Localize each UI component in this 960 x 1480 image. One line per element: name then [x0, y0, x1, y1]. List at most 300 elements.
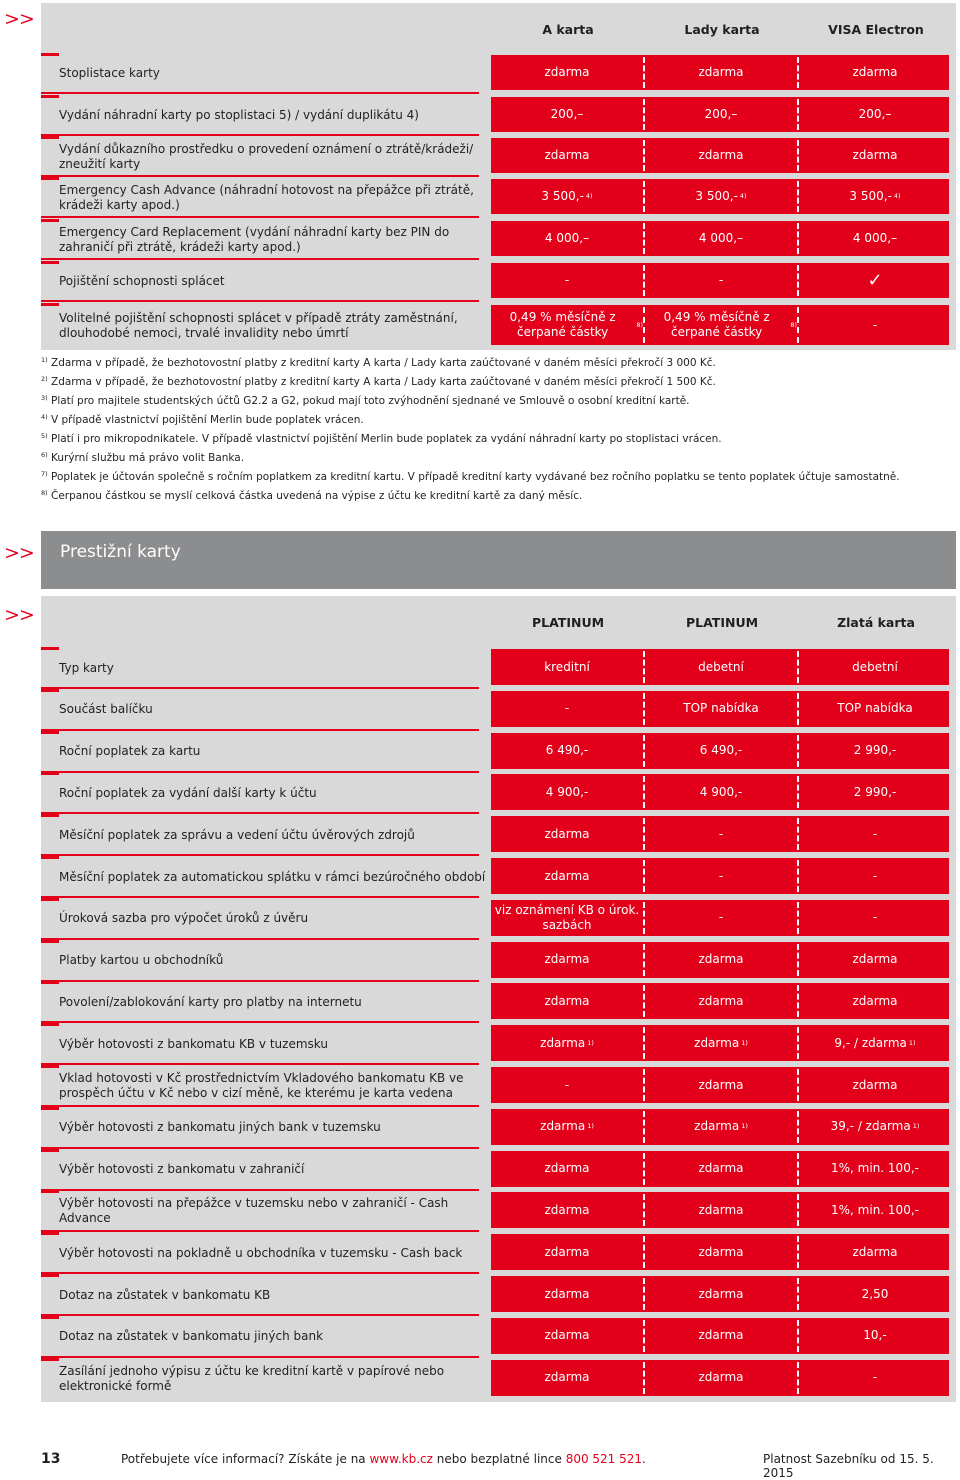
value-cell: [645, 179, 797, 214]
column-divider: [643, 944, 645, 976]
value-cell: [799, 1067, 951, 1103]
row-label: Výběr hotovosti na pokladně u obchodníka v tuzemsku - Cash back: [59, 1245, 463, 1260]
value-cells: [491, 97, 949, 132]
footnote: [41, 413, 941, 432]
column-divider: [797, 1194, 799, 1226]
footnote-number: 3): [41, 394, 48, 402]
column-divider: [643, 99, 645, 130]
value-cell: [645, 774, 797, 810]
row-label: Měsíční poplatek za správu a vedení účtu úvěrových zdrojů: [59, 827, 415, 842]
value-text: zdarma: [540, 1035, 586, 1050]
value-cell: [645, 55, 797, 90]
value-cell: [799, 691, 951, 727]
value-cell: [491, 816, 643, 852]
value-text: 6 490,-: [699, 743, 743, 758]
value-cell: [645, 983, 797, 1019]
column-header: PLATINUM: [531, 615, 605, 630]
row-marker: [41, 261, 59, 264]
value-text: zdarma: [544, 868, 590, 883]
column-divider: [797, 651, 799, 683]
footnote: [41, 394, 941, 413]
column-divider: [643, 181, 645, 212]
value-cell: [491, 1234, 643, 1270]
table-row: [41, 303, 956, 349]
value-cell: [491, 1067, 643, 1103]
column-divider: [643, 693, 645, 725]
footnote: [41, 375, 941, 394]
row-marker: [41, 981, 59, 984]
value-cell: [645, 858, 797, 894]
column-divider: [797, 99, 799, 130]
column-divider: [643, 1362, 645, 1394]
value-text: zdarma: [544, 148, 590, 162]
column-divider: [797, 776, 799, 808]
table-row: [41, 1316, 956, 1358]
value-cell: [799, 1025, 951, 1061]
value-text: -: [718, 910, 724, 925]
row-label: Povolení/zablokování karty pro platby na internetu: [59, 994, 362, 1009]
value-cells: [491, 305, 949, 345]
column-divider: [643, 1153, 645, 1185]
value-cell: [799, 1192, 951, 1228]
value-cells: [491, 816, 949, 852]
value-text: zdarma: [694, 1119, 740, 1134]
value-cell: [799, 1360, 951, 1396]
row-label: Součást balíčku: [59, 702, 153, 717]
column-divider: [797, 140, 799, 171]
value-cell: [799, 733, 951, 769]
footnote-ref: 1): [741, 1122, 748, 1131]
footnote: [41, 451, 941, 470]
row-label: Emergency Card Replacement (vydání náhradní karty bez PIN do zahraničí při ztrátě, krádeži karty apod.): [59, 224, 450, 254]
column-divider: [797, 223, 799, 254]
footnote-number: 1): [41, 356, 48, 364]
row-marker: [41, 136, 59, 139]
value-text: 4 900,-: [699, 784, 743, 799]
column-divider: [643, 1278, 645, 1310]
table-row: [41, 1358, 956, 1400]
row-label: Emergency Cash Advance (náhradní hotovost na přepážce při ztrátě, krádeži karty apod.): [59, 182, 474, 212]
footnote-ref: 8): [636, 320, 643, 329]
column-divider: [643, 307, 645, 343]
value-cell: [491, 1109, 643, 1145]
footnote-text: Poplatek je účtován společně s ročním poplatkem za kreditní kartu. V případě kreditní karty vydávané bez ročního poplatku se tento poplatek účtuje samostatně.: [51, 471, 900, 483]
footnote-ref: 1): [587, 1122, 594, 1131]
footnote-text: V případě vlastnictví pojištění Merlin bude poplatek vrácen.: [51, 414, 364, 426]
value-cell: [491, 900, 643, 936]
value-cell: [799, 1276, 951, 1312]
value-text: -: [718, 826, 724, 841]
value-cell: [645, 1360, 797, 1396]
value-text: -: [872, 1370, 878, 1385]
value-text: zdarma: [698, 65, 744, 79]
value-text: zdarma: [544, 1370, 590, 1385]
value-cell: [799, 649, 951, 685]
row-label: Vydání náhradní karty po stoplistaci 5) / vydání duplikátu 4): [59, 108, 419, 122]
value-text: -: [564, 273, 570, 287]
column-header: A karta: [542, 22, 594, 37]
value-text: kreditní: [544, 659, 590, 674]
value-text: zdarma: [852, 148, 898, 162]
value-text: 2,50: [861, 1286, 889, 1301]
value-text: zdarma: [698, 993, 744, 1008]
value-text: 2 990,-: [853, 784, 897, 799]
value-cell: [799, 263, 951, 298]
value-cell: [491, 1025, 643, 1061]
row-label: Platby kartou u obchodníků: [59, 953, 224, 968]
row-marker: [41, 1023, 59, 1026]
table-row: [41, 95, 956, 136]
value-cells: [491, 1360, 949, 1396]
footnote-number: 8): [41, 489, 48, 497]
row-label: Výběr hotovosti na přepážce v tuzemsku nebo v zahraničí - Cash Advance: [59, 1196, 449, 1226]
value-cell: [799, 1318, 951, 1354]
value-text: -: [564, 701, 570, 716]
column-divider: [643, 265, 645, 296]
column-divider: [643, 1320, 645, 1352]
column-divider: [797, 860, 799, 892]
column-divider: [797, 693, 799, 725]
row-label: Typ karty: [59, 660, 114, 675]
footnote-number: 7): [41, 470, 48, 478]
column-divider: [797, 735, 799, 767]
footnote: [41, 432, 941, 451]
value-cell: [645, 1067, 797, 1103]
row-label: Měsíční poplatek za automatickou splátku v rámci bezúročného období: [59, 869, 486, 884]
value-text: -: [872, 868, 878, 883]
column-divider: [643, 776, 645, 808]
value-text: 4 000,–: [698, 231, 744, 245]
value-cells: [491, 1025, 949, 1061]
row-marker: [41, 772, 59, 775]
value-cells: [491, 1318, 949, 1354]
row-marker: [41, 647, 59, 650]
value-text: 4 000,–: [852, 231, 898, 245]
row-label: Volitelné pojištění schopnosti splácet v případě ztráty zaměstnání, dlouhodobé nemoci, trvalé invalidity nebo úmrtí: [59, 311, 458, 340]
column-divider: [797, 1111, 799, 1143]
value-cell: [799, 816, 951, 852]
column-header: Lady karta: [684, 22, 760, 37]
table-row: [41, 1274, 956, 1316]
value-text: zdarma: [698, 1161, 744, 1176]
table-row: [41, 1023, 956, 1065]
footnote-text: Platí i pro mikropodnikatele. V případě vlastnictví pojištění Merlin bude poplatek za vydání náhradní karty po stoplistaci vrácen.: [51, 433, 722, 445]
value-cell: [645, 1025, 797, 1061]
column-divider: [643, 860, 645, 892]
value-cell: [799, 1234, 951, 1270]
value-text: zdarma: [544, 1244, 590, 1259]
value-cells: [491, 221, 949, 256]
footnote-ref: 1): [912, 1122, 920, 1131]
row-label: Výběr hotovosti z bankomatu jiných bank v tuzemsku: [59, 1120, 381, 1135]
value-cell: [491, 263, 643, 298]
table-row: [41, 1232, 956, 1274]
value-text: debetní: [698, 659, 744, 674]
row-marker: [41, 177, 59, 180]
table-row: [41, 940, 956, 982]
value-cell: [645, 1318, 797, 1354]
value-cells: [491, 858, 949, 894]
value-text: zdarma: [852, 65, 898, 79]
value-cell: [491, 1276, 643, 1312]
column-divider: [797, 1320, 799, 1352]
row-label: Vydání důkazního prostředku o provedení oznámení o ztrátě/krádeži/ zneužití karty: [59, 141, 474, 171]
column-divider: [643, 735, 645, 767]
value-text: zdarma: [698, 1077, 744, 1092]
value-cell: [799, 1151, 951, 1187]
footnote-text: Zdarma v případě, že bezhotovostní platby z kreditní karty A karta / Lady karta zaúčtované v daném měsíci překročí 1 500 Kč.: [51, 376, 716, 388]
table-row: [41, 772, 956, 814]
table-row: [41, 731, 956, 773]
value-text: zdarma: [698, 1286, 744, 1301]
value-text: 3 500,-: [849, 189, 892, 203]
value-cell: [799, 305, 951, 345]
table-row: [41, 1190, 956, 1232]
value-text: zdarma: [544, 1286, 590, 1301]
footnote-text: Čerpanou částkou se myslí celková částka uvedená na výpise z účtu ke kreditní kartě za daný měsíc.: [51, 490, 583, 502]
column-divider: [643, 1111, 645, 1143]
value-cells: [491, 263, 949, 298]
value-text: zdarma: [852, 952, 898, 967]
value-cell: [799, 179, 951, 214]
footnote: [41, 470, 941, 489]
table-row: [41, 177, 956, 218]
value-text: zdarma: [698, 1202, 744, 1217]
value-cell: [491, 942, 643, 978]
column-divider: [643, 1027, 645, 1059]
column-divider: [797, 818, 799, 850]
value-cells: [491, 1151, 949, 1187]
value-text: zdarma: [540, 1119, 586, 1134]
value-cell: [799, 942, 951, 978]
column-divider: [797, 902, 799, 934]
row-marker: [41, 689, 59, 692]
value-cell: [799, 858, 951, 894]
value-cell: [645, 691, 797, 727]
footnote-ref: 4): [585, 192, 593, 200]
value-cell: [491, 983, 643, 1019]
phone-link[interactable]: 800 521 521: [565, 1452, 643, 1466]
value-text: -: [718, 273, 724, 287]
section-marker: >>: [4, 604, 34, 626]
value-cells: [491, 179, 949, 214]
value-cell: [799, 900, 951, 936]
row-label: Dotaz na zůstatek v bankomatu jiných bank: [59, 1329, 324, 1344]
row-label: Vklad hotovosti v Kč prostřednictvím Vkladového bankomatu KB ve prospěch účtu v Kč nebo v cizí měně, ke kterému je karta vedena: [59, 1071, 464, 1100]
column-divider: [797, 944, 799, 976]
row-label: Roční poplatek za kartu: [59, 744, 201, 759]
column-divider: [643, 140, 645, 171]
row-marker: [41, 1232, 59, 1235]
value-cell: [491, 1151, 643, 1187]
footnote-number: 2): [41, 375, 48, 383]
footnote: [41, 356, 941, 375]
footnote-ref: 8): [790, 320, 797, 329]
column-header: Zlatá karta: [837, 615, 915, 630]
footnote-text: Zdarma v případě, že bezhotovostní platby z kreditní karty A karta / Lady karta zaúčtované v daném měsíci překročí 3 000 Kč.: [51, 357, 716, 369]
value-cell: [645, 1234, 797, 1270]
value-text: 2 990,-: [853, 743, 897, 758]
value-cells: [491, 1234, 949, 1270]
value-cells: [491, 649, 949, 685]
column-divider: [797, 985, 799, 1017]
table-row: [41, 1149, 956, 1191]
value-cell: [799, 55, 951, 90]
value-text: -: [872, 826, 878, 841]
value-text: 6 490,-: [545, 743, 589, 758]
column-divider: [797, 57, 799, 88]
row-marker: [41, 1358, 59, 1361]
column-divider: [797, 1069, 799, 1101]
column-divider: [797, 181, 799, 212]
table-row: [41, 689, 956, 731]
footnote-ref: 1): [587, 1038, 594, 1047]
column-divider: [643, 818, 645, 850]
row-label: Dotaz na zůstatek v bankomatu KB: [59, 1287, 271, 1302]
value-text: 200,–: [550, 107, 584, 121]
value-cells: [491, 1192, 949, 1228]
table-row: [41, 898, 956, 940]
value-text: zdarma: [544, 1202, 590, 1217]
section-title: Prestižní karty: [60, 542, 181, 562]
value-cell: [645, 305, 797, 345]
table-row: [41, 53, 956, 94]
row-marker: [41, 53, 59, 56]
column-divider: [643, 1236, 645, 1268]
value-cells: [491, 983, 949, 1019]
row-marker: [41, 1107, 59, 1110]
value-text: 200,–: [858, 107, 892, 121]
footnote-number: 6): [41, 451, 48, 459]
value-text: zdarma: [544, 1161, 590, 1176]
row-label: Pojištění schopnosti splácet: [59, 274, 225, 288]
value-cells: [491, 138, 949, 173]
row-label: Zasílání jednoho výpisu z účtu ke kreditní kartě v papírové nebo elektronické formě: [59, 1363, 445, 1393]
row-label: Stoplistace karty: [59, 66, 160, 80]
value-cell: [491, 305, 643, 345]
row-marker: [41, 814, 59, 817]
row-label: Výběr hotovosti z bankomatu KB v tuzemsku: [59, 1036, 328, 1051]
row-marker: [41, 856, 59, 859]
row-marker: [41, 1149, 59, 1152]
footnote-ref: 1): [741, 1038, 748, 1047]
footnote-number: 5): [41, 432, 48, 440]
value-cell: [799, 97, 951, 132]
value-text: TOP nabídka: [683, 701, 759, 716]
row-marker: [41, 95, 59, 98]
value-text: 3 500,-: [541, 189, 584, 203]
value-text: zdarma: [698, 148, 744, 162]
value-cell: [645, 649, 797, 685]
row-marker: [41, 898, 59, 901]
row-label: Výběr hotovosti z bankomatu v zahraničí: [59, 1162, 305, 1177]
row-marker: [41, 1065, 59, 1068]
value-cell: [491, 774, 643, 810]
value-cell: [645, 221, 797, 256]
value-cells: [491, 691, 949, 727]
footnote-number: 4): [41, 413, 48, 421]
table-row: [41, 1065, 956, 1107]
value-text: 0,49 % měsíčně z čerpané částky: [509, 310, 616, 339]
column-divider: [643, 985, 645, 1017]
value-text: 4 900,-: [545, 784, 589, 799]
value-text: 9,- / zdarma: [834, 1035, 907, 1050]
value-cells: [491, 733, 949, 769]
value-text: zdarma: [544, 826, 590, 841]
page-number: 13: [41, 1451, 61, 1467]
section-marker: >>: [4, 8, 34, 30]
footer-info: [121, 1452, 646, 1466]
table-row: [41, 136, 956, 177]
value-text: zdarma: [698, 1328, 744, 1343]
value-cell: [491, 649, 643, 685]
column-divider: [797, 1236, 799, 1268]
value-text: viz oznámení KB o úrok. sazbách: [494, 902, 640, 932]
value-text: zdarma: [852, 1077, 898, 1092]
website-link[interactable]: www.kb.cz: [369, 1452, 433, 1466]
value-cell: [645, 1109, 797, 1145]
value-cell: [799, 774, 951, 810]
value-text: 0,49 % měsíčně z čerpané částky: [663, 310, 770, 339]
value-cell: [645, 1151, 797, 1187]
value-cells: [491, 942, 949, 978]
value-cell: [491, 1318, 643, 1354]
value-text: 200,–: [704, 107, 738, 121]
value-text: zdarma: [698, 952, 744, 967]
table-row: [41, 856, 956, 898]
value-cell: [491, 221, 643, 256]
section-banner: [41, 531, 956, 589]
value-cell: [491, 138, 643, 173]
value-text: -: [718, 868, 724, 883]
table-row: [41, 981, 956, 1023]
value-cell: [491, 55, 643, 90]
value-text: zdarma: [852, 1244, 898, 1259]
row-label: Roční poplatek za vydání další karty k účtu: [59, 785, 317, 800]
column-divider: [797, 265, 799, 296]
value-cells: [491, 774, 949, 810]
footer-text: .: [642, 1452, 646, 1466]
column-divider: [643, 902, 645, 934]
value-text: 1%, min. 100,-: [831, 1202, 919, 1217]
table-row: [41, 1107, 956, 1149]
footnote: [41, 489, 941, 508]
value-cell: [491, 1360, 643, 1396]
value-text: TOP nabídka: [837, 701, 913, 716]
value-cell: [645, 138, 797, 173]
validity-date: Platnost Sazebníku od 15. 5. 2015: [763, 1452, 934, 1480]
column-divider: [797, 1153, 799, 1185]
value-cell: [645, 942, 797, 978]
column-divider: [797, 1027, 799, 1059]
column-divider: [643, 1069, 645, 1101]
table-row: [41, 219, 956, 260]
row-marker: [41, 1316, 59, 1319]
row-marker: [41, 1190, 59, 1193]
row-label: Úroková sazba pro výpočet úroků z úvěru: [59, 911, 309, 926]
value-text: 39,- / zdarma: [830, 1119, 911, 1134]
value-cell: [491, 97, 643, 132]
value-cell: [491, 179, 643, 214]
row-marker: [41, 731, 59, 734]
column-divider: [643, 651, 645, 683]
value-cell: [491, 691, 643, 727]
value-cell: [799, 138, 951, 173]
column-divider: [643, 223, 645, 254]
footnote-text: Kurýrní službu má právo volit Banka.: [51, 452, 245, 464]
value-cell: [491, 1192, 643, 1228]
footnotes: [41, 356, 941, 508]
